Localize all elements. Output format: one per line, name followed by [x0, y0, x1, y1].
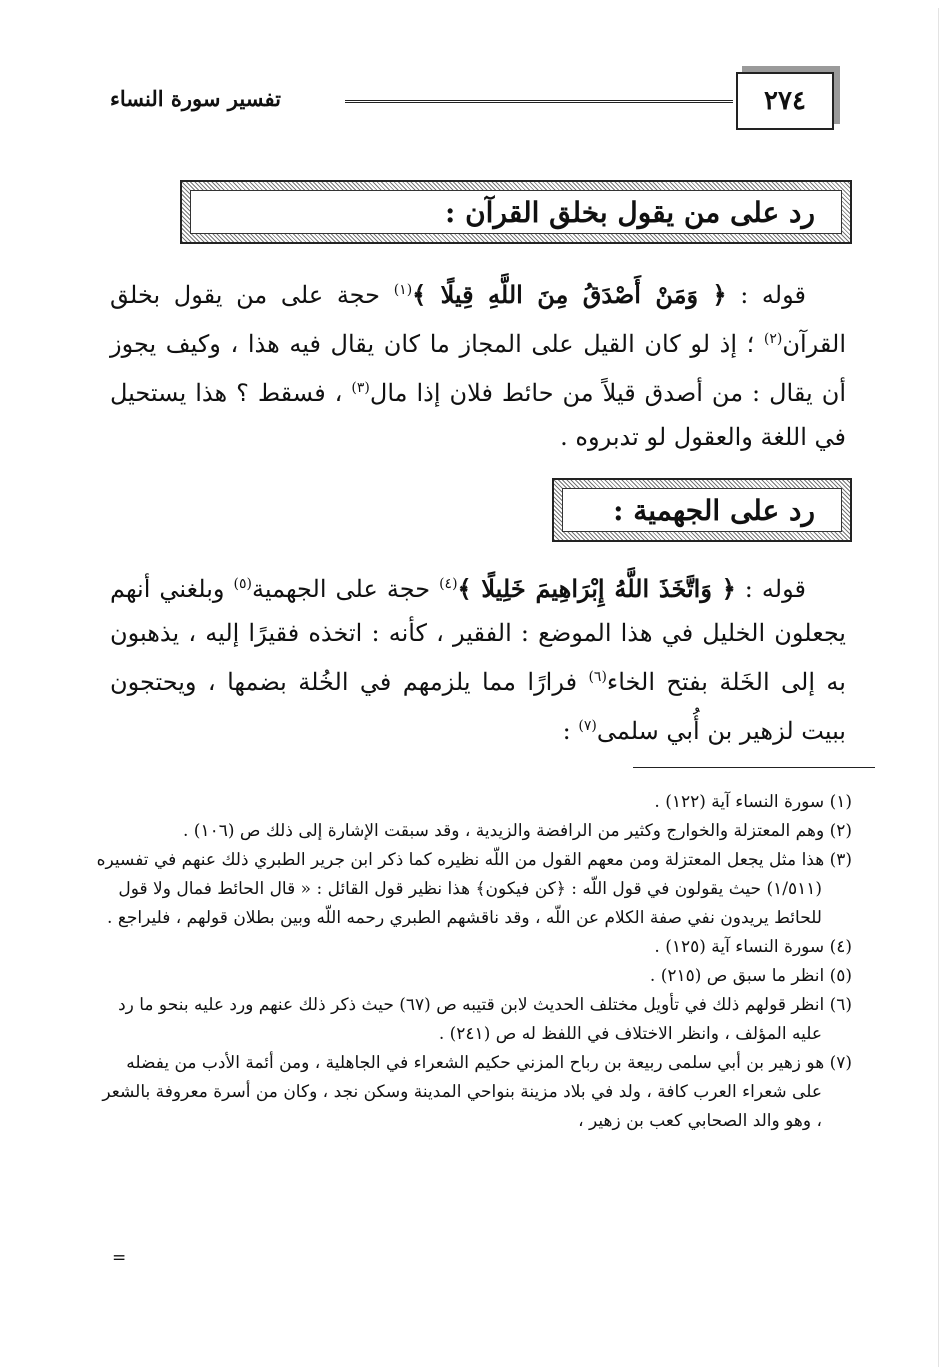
para2-text-c: فرارًا مما يلزمهم في الخُلة بضمها ، ويحتجون ببيت لزهير بن أُبي سلمى	[110, 668, 846, 745]
section-heading-box-2	[552, 478, 852, 542]
para2-text-d: :	[562, 717, 579, 745]
header-rule	[345, 100, 733, 103]
footnote-ref-5: (٥)	[233, 576, 252, 592]
footnote-7: (٧) هو زهير بن أبي سلمى ربيعة بن رباح المزني حكيم الشعراء في الجاهلية ، ومن أئمة الأدب من يفضله على شعراء العرب كافة ، ولد في بلاد مزينة بنواحي المدينة وسكن نجد ، وكان من أسرة معروفة بالشعر ، وهو والد الصحابي كعب بن زهير ،	[102, 1053, 852, 1131]
para1-text-b: ؛ إذ لو كان القيل على المجاز ما كان يقال فيه هذا ، وكيف يجوز أن يقال : من أصدق قيلاً من حائط فلان إذا مال	[110, 330, 846, 407]
quran-verse-2: ﴿ وَاتَّخَذَ اللَّهُ إِبْرَاهِيمَ خَلِيلًا ﴾	[457, 574, 736, 603]
para1-text-a: حجة على من يقول بخلق القرآن	[110, 281, 846, 358]
page-edge	[938, 8, 948, 1367]
footnote-5: (٥) انظر ما سبق ص (٢١٥) .	[649, 966, 852, 986]
footnote-3: (٣) هذا مثل يجعل المعتزلة ومن معهم القول من اللّه نظيره كما ذكر ابن جرير الطبري ذلك عنهم في تفسيره (١/٥١١) حيث يقولون في قول اللّه : ﴿كن فيكون﴾ هذا نظير قول القائل : « قال الحائط فمال ولا قول للحائط يريدون نفي صفة الكلام عن اللّه ، وقد ناقشهم الطبري رحمه اللّه وبين بطلان قولهم ، فليراجع .	[96, 850, 852, 928]
section-heading-box-1	[180, 180, 852, 244]
para2-text-a: حجة على الجهمية	[251, 575, 440, 603]
para1-text-c: ، فسقط ؟ هذا يستحيل في اللغة والعقول لو تدبروه .	[110, 379, 846, 451]
footnote-ref-1: (١)	[393, 282, 413, 298]
footnote-ref-2: (٢)	[763, 331, 783, 347]
quran-verse-1: ﴿ وَمَنْ أَصْدَقُ مِنَ اللَّهِ قِيلًا ﴾	[412, 280, 727, 309]
footnote-2: (٢) وهم المعتزلة والخوارج وكثير من الرافضة والزيدية ، وقد سبقت الإشارة إلى ذلك ص (١٠٦) .	[182, 821, 852, 841]
footnote-ref-6: (٦)	[588, 669, 607, 685]
running-title: تفسير سورة النساء	[110, 86, 281, 111]
footnotes	[92, 788, 852, 1136]
para2-text-b: وبلغني أنهم يجعلون الخليل في هذا الموضع : الفقير ، كأنه : اتخذه فقيرًا إليه ، يذهبون به إلى الخَلة بفتح الخاء	[110, 575, 846, 696]
continuation-mark: =	[112, 1248, 127, 1268]
footnote-4: (٤) سورة النساء آية (١٢٥) .	[654, 937, 852, 957]
footnote-ref-4: (٤)	[439, 576, 458, 592]
footnote-6: (٦) انظر قولهم ذلك في تأويل مختلف الحديث لابن قتيبه ص (٦٧) حيث ذكر ذلك عنهم ورد عليه بنحو ما رد عليه المؤلف ، وانظر الاختلاف في اللفظ له ص (٢٤١) .	[118, 995, 852, 1044]
paragraph-1	[110, 268, 846, 459]
para2-prefix: قوله :	[735, 575, 806, 603]
footnote-ref-7: (٧)	[578, 718, 597, 734]
section-heading-2: رد على الجهمية :	[562, 488, 842, 532]
paragraph-2	[110, 562, 846, 753]
section-heading-1: رد على من يقول بخلق القرآن :	[190, 190, 842, 234]
page-number: ٢٧٤	[736, 72, 834, 130]
footnote-1: (١) سورة النساء آية (١٢٢) .	[654, 792, 852, 812]
para1-prefix: قوله :	[726, 281, 806, 309]
footnote-ref-3: (٣)	[351, 380, 370, 396]
footnote-separator	[633, 767, 875, 768]
